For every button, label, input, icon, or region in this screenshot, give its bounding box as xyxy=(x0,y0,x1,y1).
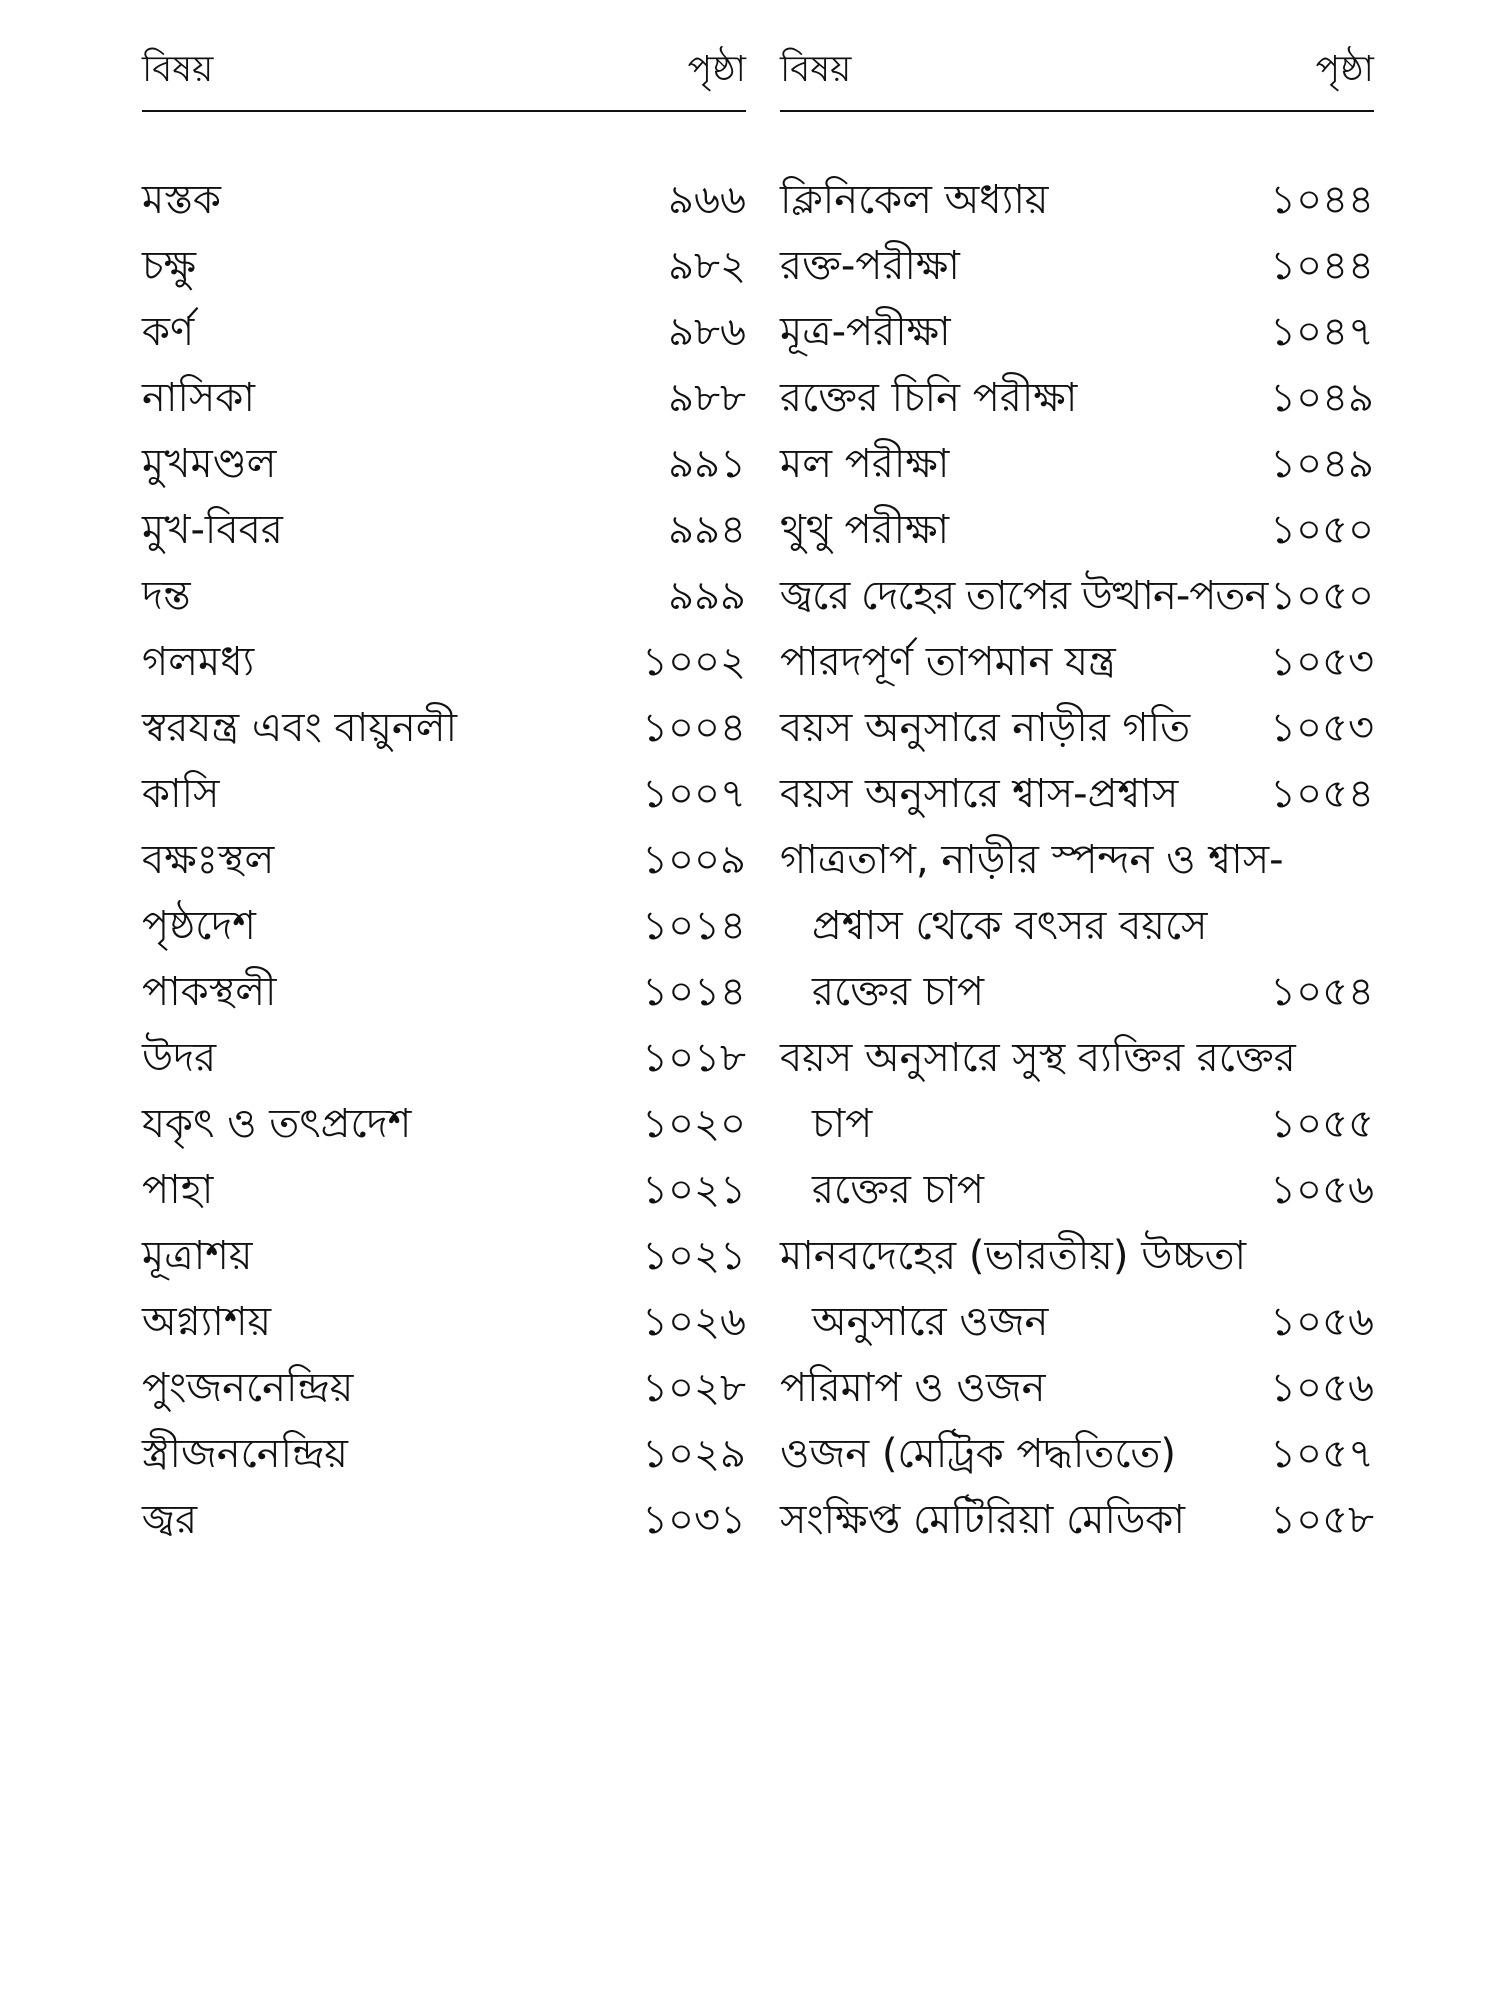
entry-title: অগ্ন্যাশয় xyxy=(142,1298,272,1345)
entry-title: ওজন (মেট্রিক পদ্ধতিতে) xyxy=(780,1430,1177,1477)
entry-page: ১০২৮ xyxy=(642,1364,746,1411)
toc-entry xyxy=(780,960,1374,1026)
toc-entry xyxy=(780,630,1374,696)
toc-entry xyxy=(780,564,1374,630)
entry-page: ১০৫৭ xyxy=(1270,1430,1374,1477)
entry-page: ১০৫৪ xyxy=(1270,968,1374,1015)
entry-page: ৯৯৪ xyxy=(668,506,746,553)
entry-title: পাকস্থলী xyxy=(142,968,277,1015)
toc-entry xyxy=(780,300,1374,366)
entry-page: ১০৪৯ xyxy=(1270,440,1374,487)
entry-page: ১০৫০ xyxy=(1270,506,1374,553)
entry-title: কর্ণ xyxy=(142,308,195,355)
entry-page: ১০৫৫ xyxy=(1270,1100,1374,1147)
entry-page: ১০২৬ xyxy=(642,1298,746,1345)
toc-right-column xyxy=(780,50,1374,1554)
entry-page: ১০১৪ xyxy=(642,968,746,1015)
toc-entry xyxy=(780,1422,1374,1488)
page-heading: পৃষ্ঠা xyxy=(687,49,746,90)
entry-title: পাহা xyxy=(142,1166,214,1213)
entry-title: গাত্রতাপ, নাড়ীর স্পন্দন ও শ্বাস- xyxy=(780,836,1284,883)
entry-title: চক্ষু xyxy=(142,242,196,289)
entry-page: ১০০৯ xyxy=(642,836,746,883)
toc-entry xyxy=(142,960,746,1026)
entry-page: ১০৪৪ xyxy=(1270,242,1374,289)
entry-page: ১০৫৩ xyxy=(1270,704,1374,751)
toc-entry xyxy=(142,1356,746,1422)
entry-title: স্ত্রীজননেন্দ্রিয় xyxy=(142,1430,348,1477)
entry-title: বয়স অনুসারে শ্বাস-প্রশ্বাস xyxy=(780,770,1179,817)
entry-title: থুথু পরীক্ষা xyxy=(780,506,950,553)
entry-title: রক্তের চাপ xyxy=(812,1166,984,1213)
toc-entry xyxy=(142,168,746,234)
entry-title: বয়স অনুসারে নাড়ীর গতি xyxy=(780,704,1191,751)
entry-page: ১০৪৭ xyxy=(1270,308,1374,355)
entry-title: মুখমণ্ডল xyxy=(142,440,277,487)
entry-title: মল পরীক্ষা xyxy=(780,440,950,487)
toc-entry xyxy=(142,300,746,366)
entry-page: ১০২১ xyxy=(642,1166,746,1213)
entry-page: ১০১৪ xyxy=(642,902,746,949)
entry-page: ৯৮৮ xyxy=(668,374,746,421)
entry-page: ১০৫০ xyxy=(1270,572,1374,619)
entry-page: ৯৯১ xyxy=(668,440,746,487)
entry-page: ১০৫৪ xyxy=(1270,770,1374,817)
toc-entries-right xyxy=(780,168,1374,1554)
toc-entry xyxy=(142,564,746,630)
entry-title: গলমধ্য xyxy=(142,638,255,685)
toc-header-left xyxy=(142,50,746,112)
entry-title: মূত্র-পরীক্ষা xyxy=(780,308,951,355)
entry-page: ১০২১ xyxy=(642,1232,746,1279)
page-heading: পৃষ্ঠা xyxy=(1315,49,1374,90)
toc-entry xyxy=(780,1026,1374,1092)
toc-entry xyxy=(780,696,1374,762)
toc-entry xyxy=(780,234,1374,300)
toc-entry xyxy=(780,1488,1374,1554)
entry-title: জ্বরে দেহের তাপের উত্থান-পতন xyxy=(780,572,1268,619)
entry-page: ১০০৪ xyxy=(642,704,746,751)
entry-page: ৯৯৯ xyxy=(668,572,746,619)
toc-entry xyxy=(780,366,1374,432)
entry-page: ১০০২ xyxy=(642,638,746,685)
entry-page: ৯৬৬ xyxy=(668,176,746,223)
entry-title: পুংজননেন্দ্রিয় xyxy=(142,1364,354,1411)
entry-title: দন্ত xyxy=(142,572,191,619)
entry-page: ১০৫৬ xyxy=(1270,1364,1374,1411)
entry-title: যকৃৎ ও তৎপ্রদেশ xyxy=(142,1100,412,1147)
entry-title: ক্লিনিকেল অধ্যায় xyxy=(780,176,1049,223)
toc-entry xyxy=(780,762,1374,828)
entry-page: ১০২৯ xyxy=(642,1430,746,1477)
toc-entry xyxy=(142,366,746,432)
toc-entry xyxy=(142,630,746,696)
toc-entry xyxy=(780,432,1374,498)
toc-entry xyxy=(780,828,1374,894)
entry-title: বক্ষঃস্থল xyxy=(142,836,275,883)
entry-page: ১০৩১ xyxy=(642,1496,746,1543)
entry-title: মানবদেহের (ভারতীয়) উচ্চতা xyxy=(780,1232,1247,1279)
toc-left-column xyxy=(142,50,746,1554)
entry-title: নাসিকা xyxy=(142,374,255,421)
entry-title: রক্ত-পরীক্ষা xyxy=(780,242,960,289)
entry-title: রক্তের চাপ xyxy=(812,968,984,1015)
entry-page: ১০০৭ xyxy=(642,770,746,817)
toc-entry xyxy=(142,696,746,762)
entry-title: রক্তের চিনি পরীক্ষা xyxy=(780,374,1078,421)
toc-entry xyxy=(142,1092,746,1158)
entry-page: ১০৫৩ xyxy=(1270,638,1374,685)
entry-title: সংক্ষিপ্ত মেটিরিয়া মেডিকা xyxy=(780,1496,1185,1543)
entry-page: ১০৫৮ xyxy=(1270,1496,1374,1543)
entry-title: উদর xyxy=(142,1034,217,1081)
toc-entry xyxy=(780,1290,1374,1356)
entry-title: পারদপূর্ণ তাপমান যন্ত্র xyxy=(780,638,1116,685)
toc-entry xyxy=(142,1224,746,1290)
entry-page: ৯৮৬ xyxy=(668,308,746,355)
toc-entry xyxy=(142,894,746,960)
entry-title: বয়স অনুসারে সুস্থ ব্যক্তির রক্তের xyxy=(780,1034,1296,1081)
entry-page: ১০৫৬ xyxy=(1270,1298,1374,1345)
toc-entry xyxy=(142,828,746,894)
toc-entry xyxy=(142,234,746,300)
entry-page: ৯৮২ xyxy=(668,242,746,289)
entry-title: চাপ xyxy=(812,1100,873,1147)
entry-title: মস্তক xyxy=(142,176,221,223)
entry-page: ১০৪৪ xyxy=(1270,176,1374,223)
toc-entry xyxy=(142,1290,746,1356)
toc-entry xyxy=(142,1026,746,1092)
entry-page: ১০২০ xyxy=(642,1100,746,1147)
toc-entry xyxy=(780,1158,1374,1224)
entry-title: পৃষ্ঠদেশ xyxy=(142,902,256,949)
entry-page: ১০৪৯ xyxy=(1270,374,1374,421)
entry-title: কাসি xyxy=(142,770,220,817)
toc-entry xyxy=(780,498,1374,564)
entry-title: জ্বর xyxy=(142,1496,198,1543)
entry-title: অনুসারে ওজন xyxy=(812,1298,1049,1345)
toc-entry xyxy=(142,1488,746,1554)
entry-title: মুখ-বিবর xyxy=(142,506,283,553)
toc-entry xyxy=(142,762,746,828)
toc-entry xyxy=(780,894,1374,960)
entry-page: ১০১৮ xyxy=(642,1034,746,1081)
toc-entry xyxy=(142,1422,746,1488)
toc-entry xyxy=(142,498,746,564)
toc-entry xyxy=(142,432,746,498)
toc-entry xyxy=(142,1158,746,1224)
toc-entries-left xyxy=(142,168,746,1554)
entry-title: মূত্রাশয় xyxy=(142,1232,253,1279)
toc-entry xyxy=(780,1092,1374,1158)
toc-entry xyxy=(780,1224,1374,1290)
subject-heading: বিষয় xyxy=(780,49,852,90)
toc-entry xyxy=(780,1356,1374,1422)
entry-page: ১০৫৬ xyxy=(1270,1166,1374,1213)
toc-header-right xyxy=(780,50,1374,112)
entry-title: প্রশ্বাস থেকে বৎসর বয়সে xyxy=(812,902,1208,949)
entry-title: পরিমাপ ও ওজন xyxy=(780,1364,1046,1411)
toc-entry xyxy=(780,168,1374,234)
entry-title: স্বরযন্ত্র এবং বায়ুনলী xyxy=(142,704,458,751)
subject-heading: বিষয় xyxy=(142,49,214,90)
